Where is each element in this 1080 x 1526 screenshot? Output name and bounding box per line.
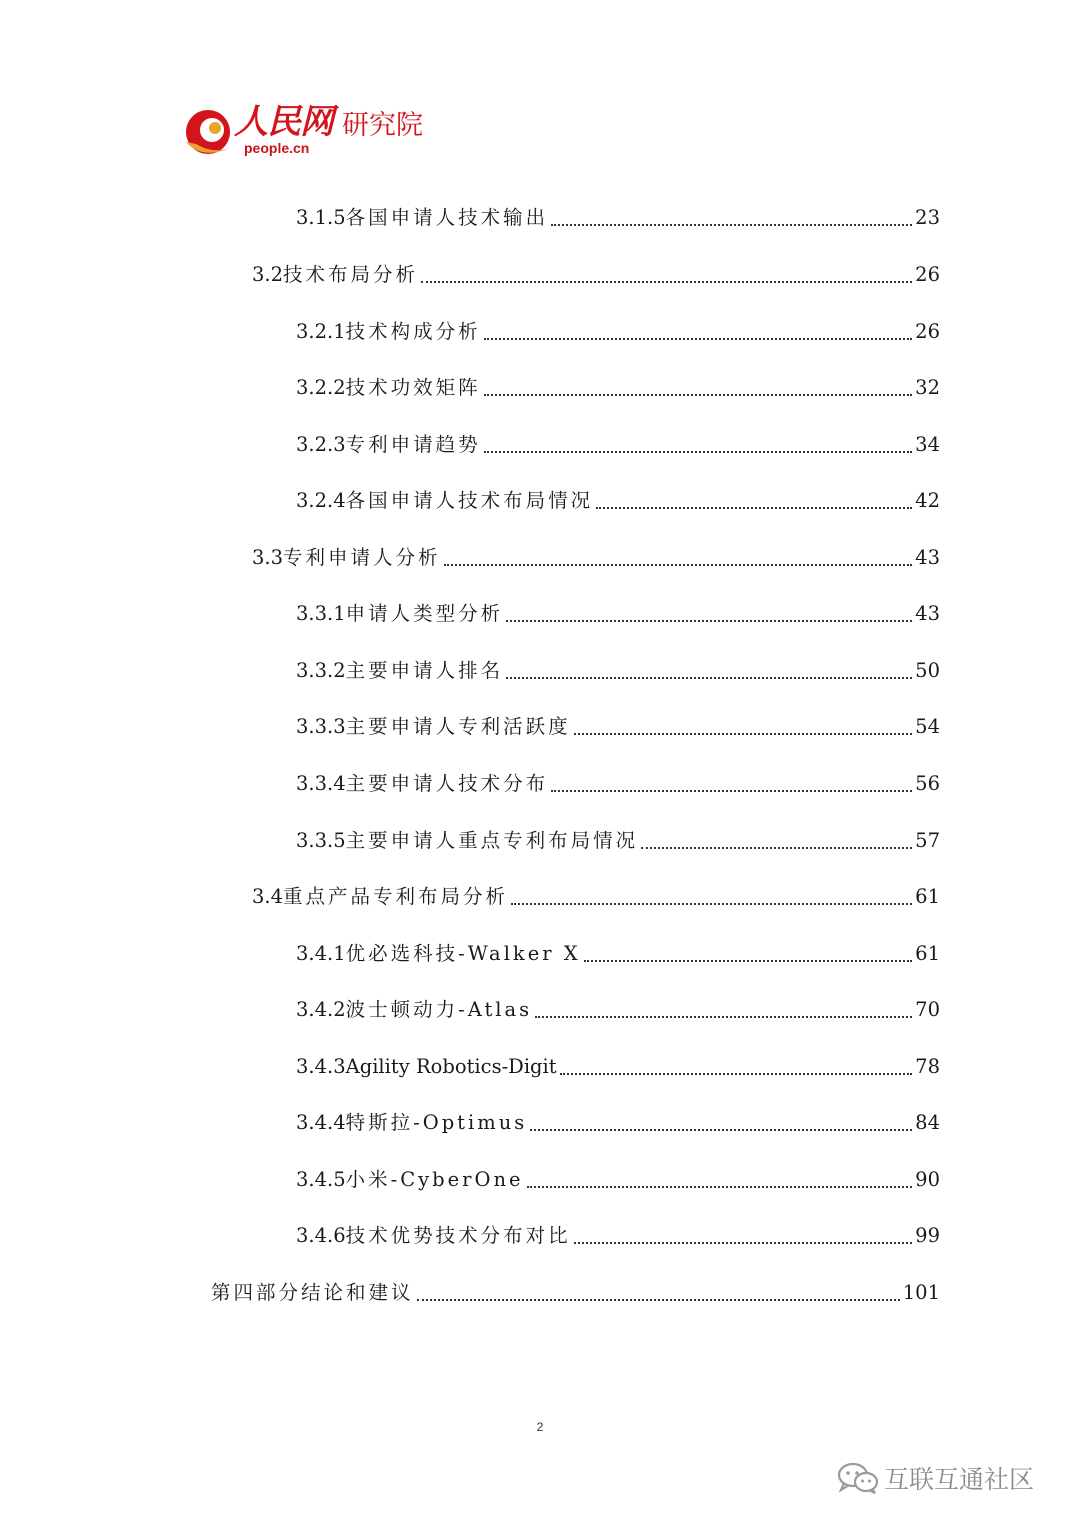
toc-entry-page: 50 — [915, 659, 940, 682]
toc-entry-number: 3.4.6 — [296, 1224, 346, 1247]
toc-entry[interactable] — [296, 655, 940, 687]
toc-dot-leader — [535, 1016, 912, 1018]
toc-entry-title: 主要申请人排名 — [345, 659, 504, 682]
toc-entry-number: 3.2 — [252, 263, 284, 286]
toc-dot-leader — [484, 451, 913, 453]
toc-entry-page: 54 — [915, 715, 940, 738]
toc-entry[interactable] — [296, 1051, 940, 1083]
toc-entry-title: 结论和建议 — [301, 1281, 414, 1304]
toc-entry-number: 3.2.2 — [296, 376, 346, 399]
toc-dot-leader — [560, 1073, 913, 1075]
toc-entry-page: 99 — [915, 1224, 940, 1247]
toc-entry-number: 3.1.5 — [296, 206, 346, 229]
toc-entry-title: 波士顿动力-Atlas — [345, 998, 533, 1021]
toc-entry-page: 43 — [915, 602, 940, 625]
toc-entry-title: 重点产品专利布局分析 — [283, 885, 509, 908]
toc-dot-leader — [574, 733, 913, 735]
toc-entry-number: 3.3.2 — [296, 659, 346, 682]
toc-entry-number: 3.3 — [252, 546, 284, 569]
toc-entry[interactable] — [296, 1107, 940, 1139]
toc-entry[interactable] — [296, 372, 940, 404]
toc-entry-page: 32 — [915, 376, 940, 399]
toc-entry-page: 56 — [915, 772, 940, 795]
toc-entry-number: 3.4 — [252, 885, 284, 908]
toc-entry[interactable] — [296, 825, 940, 857]
toc-entry-title: 技术功效矩阵 — [345, 376, 481, 399]
toc-dot-leader — [551, 790, 912, 792]
toc-entry[interactable] — [296, 202, 940, 234]
toc-dot-leader — [417, 1299, 900, 1301]
people-cn-logo — [182, 100, 442, 162]
toc-entry-number: 3.2.3 — [296, 433, 346, 456]
toc-entry-number: 3.3.4 — [296, 772, 346, 795]
toc-entry[interactable] — [296, 429, 940, 461]
toc-entry[interactable] — [296, 938, 940, 970]
toc-entry[interactable] — [296, 485, 940, 517]
toc-entry-page: 34 — [915, 433, 940, 456]
toc-dot-leader — [551, 224, 912, 226]
toc-entry-page: 70 — [915, 998, 940, 1021]
toc-entry-title: 申请人类型分析 — [345, 602, 504, 625]
toc-entry[interactable] — [296, 598, 940, 630]
toc-dot-leader — [484, 338, 913, 340]
toc-entry-title: 技术优势技术分布对比 — [345, 1224, 571, 1247]
toc-entry[interactable] — [296, 768, 940, 800]
people-logo-swirl-icon — [182, 104, 240, 158]
toc-entry-page: 90 — [915, 1168, 940, 1191]
toc-entry-number: 3.4.1 — [296, 942, 346, 965]
toc-entry-number: 3.4.4 — [296, 1111, 346, 1134]
toc-entry[interactable] — [252, 542, 940, 574]
toc-entry-number: 3.3.5 — [296, 829, 346, 852]
toc-entry-title: 主要申请人重点专利布局情况 — [345, 829, 639, 852]
toc-entry[interactable] — [296, 1220, 940, 1252]
toc-entry-title: 专利申请趋势 — [345, 433, 481, 456]
toc-entry[interactable] — [296, 316, 940, 348]
toc-dot-leader — [506, 620, 912, 622]
toc-entry[interactable] — [296, 711, 940, 743]
toc-dot-leader — [530, 1129, 912, 1131]
logo-institute-name: 研究院 — [342, 110, 423, 141]
toc-entry-title: 各国申请人技术布局情况 — [345, 489, 594, 512]
toc-entry-title: 技术构成分析 — [345, 320, 481, 343]
toc-entry-page: 57 — [915, 829, 940, 852]
toc-entry-page: 23 — [915, 206, 940, 229]
toc-entry[interactable] — [252, 259, 940, 291]
toc-dot-leader — [506, 677, 912, 679]
toc-entry-number: 3.3.3 — [296, 715, 346, 738]
toc-entry-number: 3.2.1 — [296, 320, 346, 343]
toc-entry-title: 特斯拉-Optimus — [345, 1111, 528, 1134]
toc-entry-title: Agility Robotics-Digit — [345, 1055, 557, 1078]
toc-entry[interactable] — [296, 1164, 940, 1196]
toc-entry-number: 第四部分 — [211, 1281, 302, 1304]
toc-dot-leader — [596, 507, 912, 509]
toc-dot-leader — [527, 1186, 913, 1188]
toc-entry-title: 各国申请人技术输出 — [345, 206, 549, 229]
toc-entry-page: 42 — [915, 489, 940, 512]
toc-dot-leader — [584, 960, 912, 962]
toc-entry-title: 主要申请人技术分布 — [345, 772, 549, 795]
watermark-text: 互联互通社区 — [884, 1465, 1035, 1494]
toc-entry-page: 26 — [915, 320, 940, 343]
toc-entry-page: 78 — [915, 1055, 940, 1078]
toc-entry[interactable] — [296, 994, 940, 1026]
toc-entry-number: 3.4.5 — [296, 1168, 346, 1191]
page-number: 2 — [536, 1420, 544, 1434]
toc-entry-page: 43 — [915, 546, 940, 569]
wechat-icon — [836, 1461, 880, 1495]
logo-english-domain: people.cn — [244, 140, 310, 156]
toc-entry[interactable] — [211, 1277, 940, 1309]
toc-entry-page: 101 — [902, 1281, 940, 1304]
wechat-watermark — [836, 1458, 1034, 1498]
toc-entry-page: 61 — [915, 885, 940, 908]
toc-dot-leader — [484, 394, 913, 396]
toc-entry-title: 技术布局分析 — [283, 263, 419, 286]
toc-entry-number: 3.3.1 — [296, 602, 346, 625]
toc-entry-page: 26 — [915, 263, 940, 286]
toc-dot-leader — [421, 281, 912, 283]
toc-entry-title: 优必选科技-Walker X — [345, 942, 581, 965]
toc-entry-page: 84 — [915, 1111, 940, 1134]
toc-dot-leader — [574, 1242, 913, 1244]
toc-entry[interactable] — [252, 881, 940, 913]
toc-entry-title: 专利申请人分析 — [283, 546, 441, 569]
toc-entry-number: 3.2.4 — [296, 489, 346, 512]
toc-entry-number: 3.4.2 — [296, 998, 346, 1021]
toc-dot-leader — [511, 903, 912, 905]
toc-dot-leader — [444, 564, 913, 566]
toc-entry-title: 主要申请人专利活跃度 — [345, 715, 571, 738]
toc-dot-leader — [641, 847, 912, 849]
toc-entry-number: 3.4.3 — [296, 1055, 346, 1078]
toc-entry-title: 小米-CyberOne — [345, 1168, 524, 1191]
toc-entry-page: 61 — [915, 942, 940, 965]
logo-chinese-name: 人民网 — [234, 102, 333, 142]
